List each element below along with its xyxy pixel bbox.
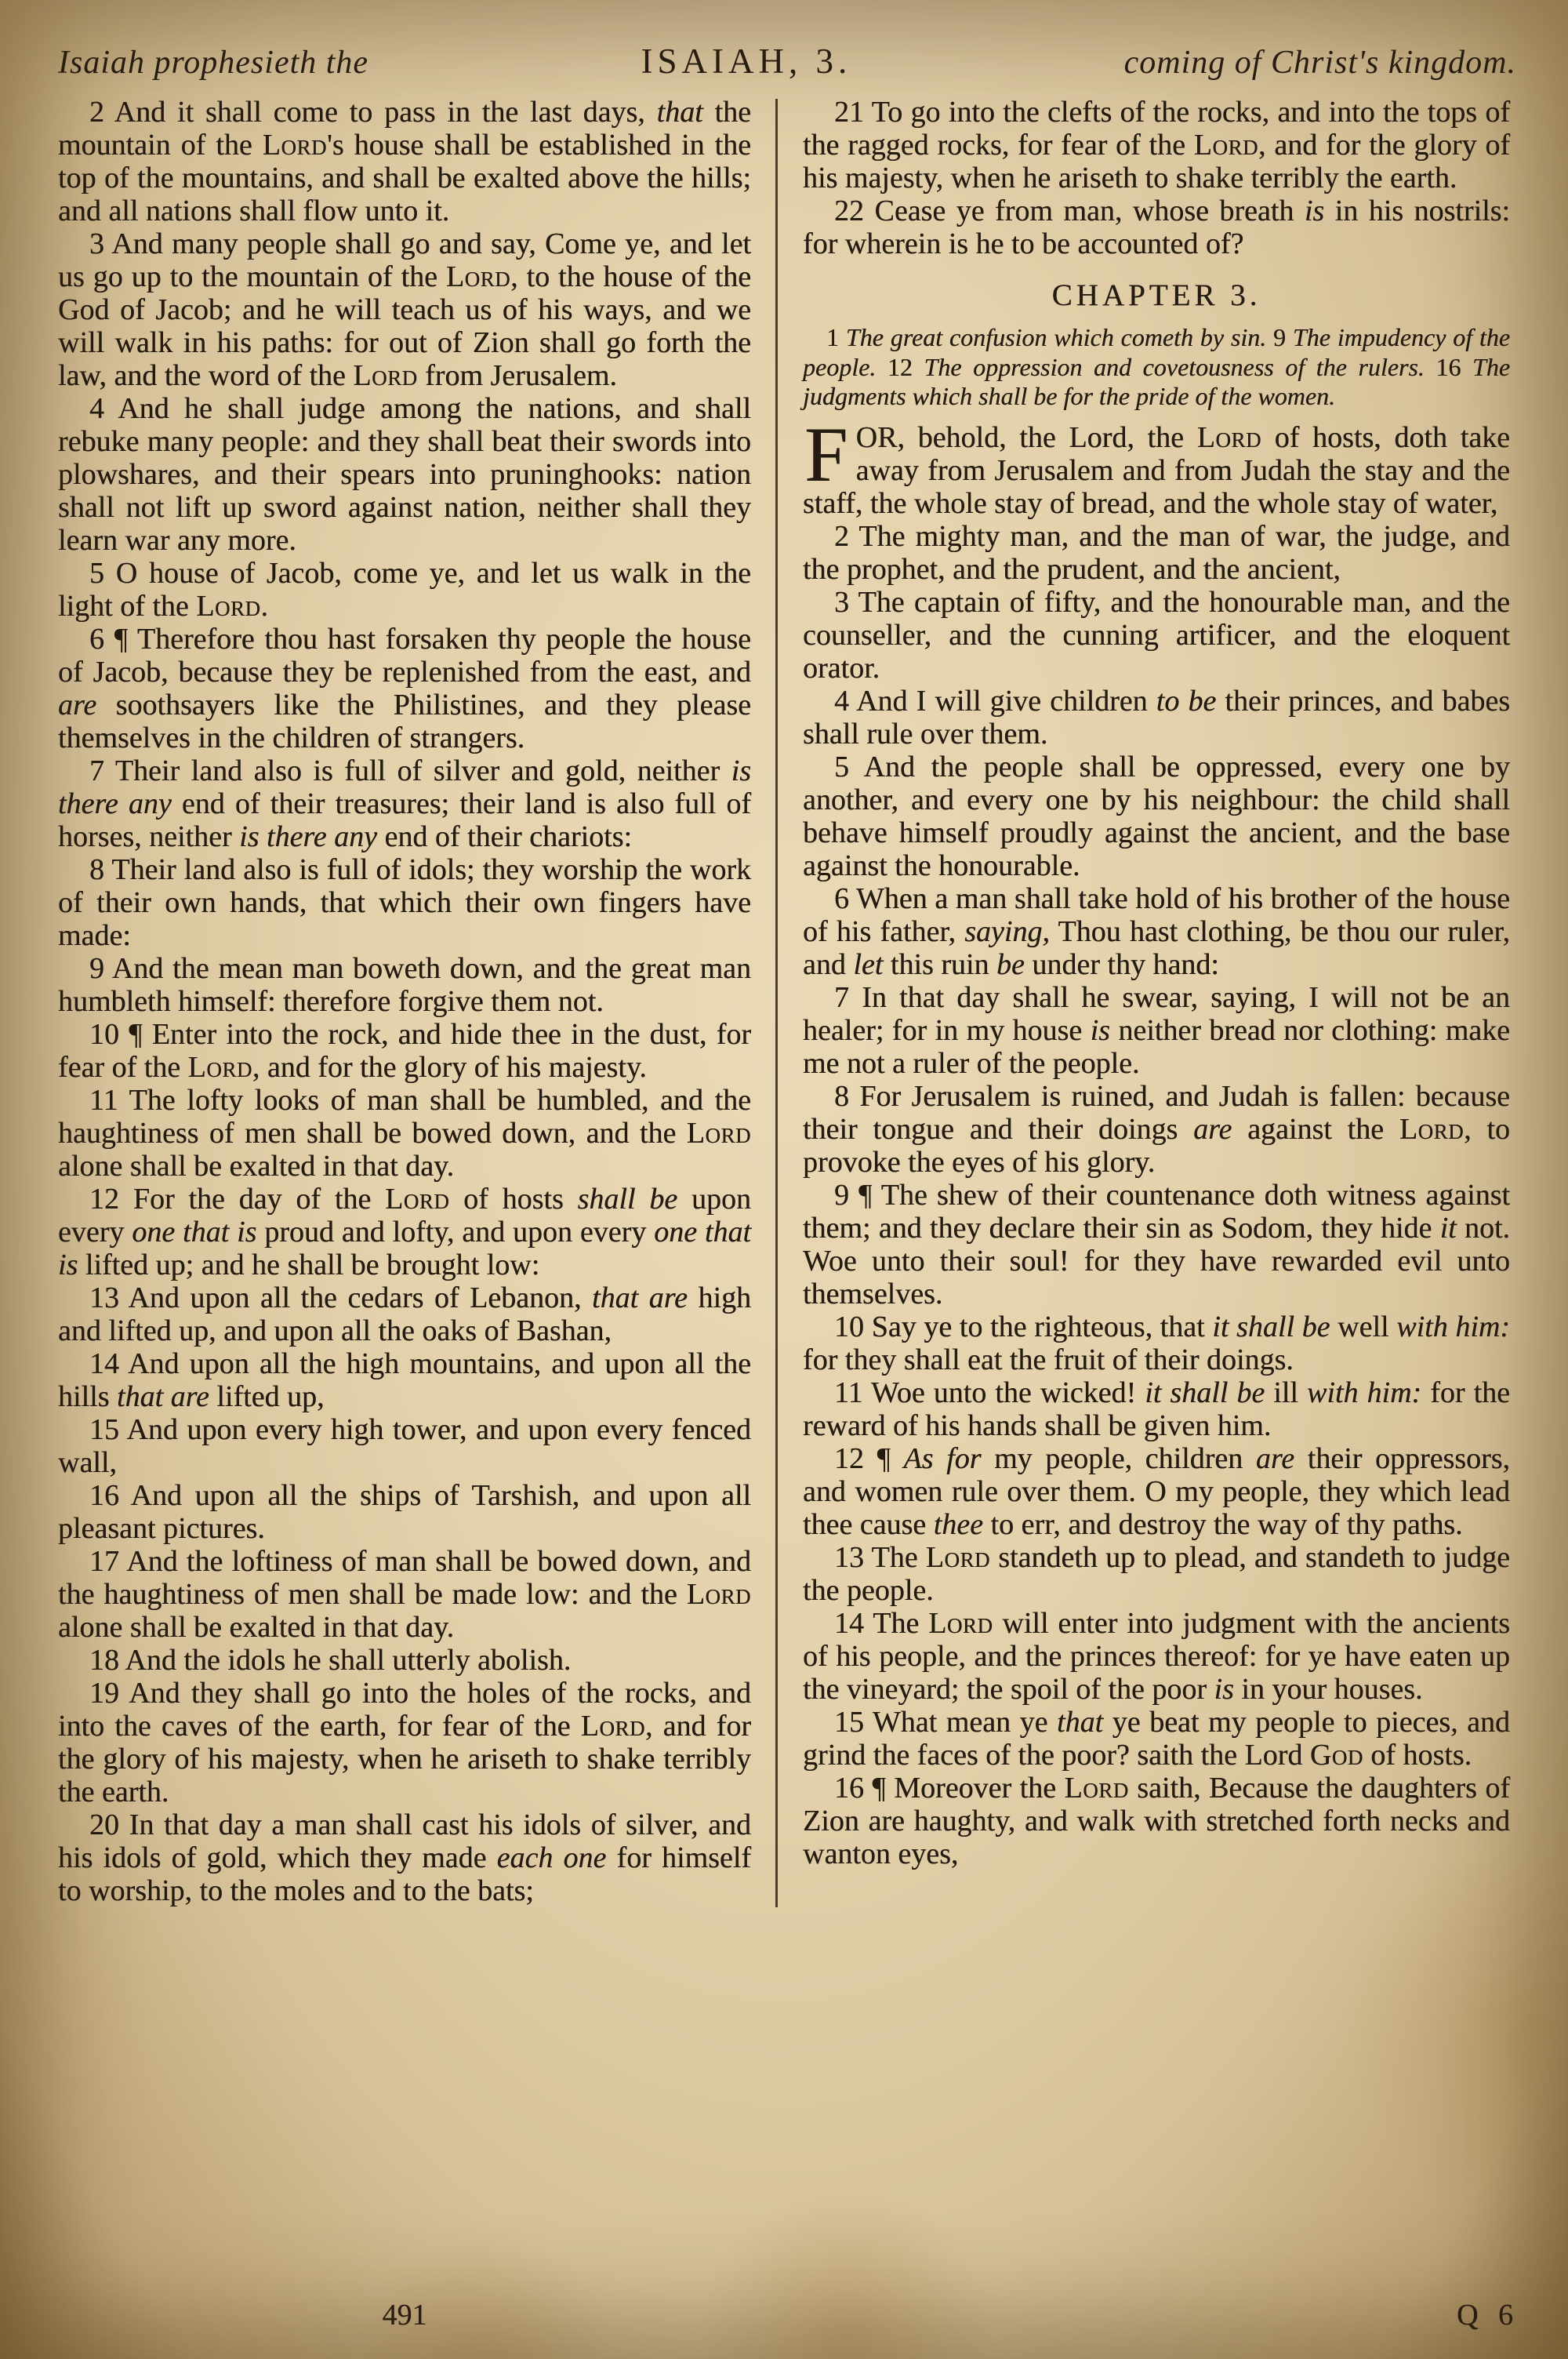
supplied-word-italic: thee — [933, 1507, 983, 1541]
verse-number: 22 — [834, 194, 864, 227]
verse: 11 The lofty looks of man shall be humbled, and the haughtiness of men shall be bowed down, and the Lord alone shall be exalted in that day. — [58, 1084, 751, 1183]
verse-number: 5 — [834, 750, 849, 783]
verse-number: 16 — [89, 1479, 119, 1512]
verse-number: 7 — [834, 980, 849, 1014]
supplied-word-italic: let — [853, 947, 884, 981]
verse: 7 Their land also is full of silver and gold, neither is there any end of their treasures; their land is also full of horses, neither is there any end of their chariots: — [58, 754, 751, 853]
pilcrow-mark: ¶ — [858, 1178, 873, 1212]
supplied-word-italic: it shall be — [1145, 1376, 1265, 1409]
verse: 17 And the loftiness of man shall be bowed down, and the haughtiness of men shall be made low: and the Lord alone shall be exalted in that day. — [58, 1545, 751, 1644]
supplied-word-italic: shall be — [577, 1183, 678, 1216]
verse: 8 Their land also is full of idols; they worship the work of their own hands, that which their own fingers have made: — [58, 853, 751, 952]
verse: 14 And upon all the high mountains, and upon all the hills that are lifted up, — [58, 1347, 751, 1413]
supplied-word-italic: each one — [496, 1841, 607, 1874]
verse: 9 And the mean man boweth down, and the great man humbleth himself: therefore forgive them not. — [58, 952, 751, 1018]
verse-number: 8 — [834, 1079, 849, 1113]
pilcrow-mark: ¶ — [129, 1018, 143, 1051]
verse-number: 8 — [89, 853, 104, 886]
verse: 7 In that day shall he swear, saying, I will not be an healer; for in my house is neither bread nor clothing: make me not a ruler of the people. — [803, 980, 1510, 1080]
left-column — [58, 96, 751, 1907]
verse-number: 13 — [834, 1540, 864, 1574]
supplied-word-italic: are — [58, 689, 97, 722]
verse: 10 Say ye to the righteous, that it shall be well with him: for they shall eat the fruit of their doings. — [803, 1310, 1510, 1376]
verse: 5 O house of Jacob, come ye, and let us walk in the light of the Lord. — [58, 557, 751, 623]
verse: 5 And the people shall be oppressed, every one by another, and every one by his neighbour: the child shall behave himself proudly against the ancient, and the base against the honourable. — [803, 750, 1510, 882]
divine-name-smallcaps: Lord — [196, 590, 261, 623]
verse-number: 2 — [834, 519, 849, 553]
verse: 13 The Lord standeth up to plead, and standeth to judge the people. — [803, 1540, 1510, 1607]
page-number: 491 — [382, 2299, 427, 2332]
verse-number: 9 — [834, 1178, 849, 1212]
supplied-word-italic: The great confusion which cometh by sin. — [845, 323, 1267, 351]
verse: 12 ¶ As for my people, children are their oppressors, and women rule over them. O my people, they which lead thee cause thee to err, and destroy the way of thy paths. — [803, 1441, 1510, 1541]
verse-number: 2 — [89, 96, 104, 129]
running-head-left: Isaiah prophesieth the — [58, 45, 369, 81]
chapter-summary: 1 The great confusion which cometh by sin. 9 The impudency of the people. 12 The oppression and covetousness of the rulers. 16 The judgments which shall be for the pride of the women. — [803, 323, 1511, 410]
divine-name-smallcaps: God — [1309, 1738, 1363, 1772]
verse: 15 What mean ye that ye beat my people to pieces, and grind the faces of the poor? saith the Lord God of hosts. — [803, 1705, 1510, 1772]
verse-number: 11 — [834, 1376, 863, 1409]
printer-signature: Q 6 — [1457, 2299, 1519, 2332]
verse: 15 And upon every high tower, and upon every fenced wall, — [58, 1413, 751, 1479]
verse-number: 10 — [89, 1018, 119, 1051]
supplied-word-italic: it shall be — [1212, 1310, 1330, 1343]
verse-number: 15 — [834, 1705, 864, 1739]
supplied-word-italic: with him: — [1396, 1310, 1510, 1343]
page-title: ISAIAH, 3. — [641, 42, 852, 81]
supplied-word-italic: is there any — [239, 820, 377, 853]
verse-number: 9 — [89, 952, 104, 985]
divine-name-smallcaps: Lord — [1193, 129, 1258, 162]
divine-name-smallcaps: Lord — [925, 1540, 990, 1574]
verse: 6 When a man shall take hold of his brother of the house of his father, saying, Thou hast clothing, be thou our ruler, and let this ruin be under thy hand: — [803, 881, 1510, 981]
verse: 11 Woe unto the wicked! it shall be ill with him: for the reward of his hands shall be given him. — [803, 1376, 1510, 1442]
verse: 21 To go into the clefts of the rocks, and into the tops of the ragged rocks, for fear of the Lord, and for the glory of his majesty, when he ariseth to shake terribly the earth. — [803, 96, 1511, 194]
chapter2-verses-continued — [803, 96, 1510, 260]
right-column — [803, 96, 1510, 1907]
verse: 6 ¶ Therefore thou hast forsaken thy people the house of Jacob, because they be replenished from the east, and are soothsayers like the Philistines, and they please themselves in the children of strangers. — [58, 623, 751, 754]
verse-number: 6 — [834, 881, 849, 915]
verse-number: 13 — [89, 1281, 119, 1314]
verse-number: 4 — [834, 684, 849, 718]
supplied-word-italic: are — [1193, 1112, 1232, 1146]
supplied-word-italic: it — [1439, 1211, 1457, 1245]
supplied-word-italic: that — [1057, 1705, 1104, 1739]
supplied-word-italic: The judgments which shall be for the pride of the women. — [803, 352, 1510, 410]
supplied-word-italic: one that is — [58, 1216, 752, 1281]
verse: 18 And the idols he shall utterly abolish. — [89, 1644, 572, 1677]
divine-name-smallcaps: Lord — [686, 1117, 751, 1150]
verse: 16 ¶ Moreover the Lord saith, Because the daughters of Zion are haughty, and walk with stretched forth necks and wanton eyes, — [803, 1771, 1510, 1870]
verse: 10 ¶ Enter into the rock, and hide thee in the dust, for fear of the Lord, and for the glory of his majesty. — [58, 1018, 752, 1084]
supplied-word-italic: to be — [1156, 684, 1217, 718]
divine-name-smallcaps: Lord — [385, 1183, 450, 1216]
supplied-word-italic: The impudency of the people. — [803, 323, 1511, 381]
drop-cap: F — [804, 410, 848, 498]
verse-number: 3 — [89, 227, 104, 260]
divine-name-smallcaps: Lord — [580, 1710, 645, 1743]
verse-number: 7 — [89, 754, 104, 787]
verse-number: 16 — [834, 1771, 864, 1805]
supplied-word-italic: that — [656, 96, 703, 129]
verse: 20 In that day a man shall cast his idols of silver, and his idols of gold, which they made each one for himself to worship, to the moles and to the bats; — [58, 1808, 751, 1907]
supplied-word-italic: one that is — [132, 1216, 257, 1249]
verse-number: 11 — [89, 1084, 118, 1117]
chapter3-verses — [803, 410, 1510, 1870]
running-head-right: coming of Christ's kingdom. — [1123, 45, 1516, 81]
supplied-word-italic: that are — [116, 1380, 209, 1413]
supplied-word-italic: is — [1304, 194, 1325, 227]
verse: 9 ¶ The shew of their countenance doth witness against them; and they declare their sin as Sodom, they hide it not. Woe unto their soul! for they have rewarded evil unto themselves. — [803, 1178, 1510, 1310]
supplied-word-italic: be — [996, 947, 1025, 981]
supplied-word-italic: is — [1090, 1013, 1110, 1047]
pilcrow-mark: ¶ — [114, 623, 128, 656]
verse-number: 5 — [89, 557, 104, 590]
verse-number: 4 — [89, 392, 104, 425]
divine-name-smallcaps: Lord — [1064, 1771, 1129, 1805]
divine-name-smallcaps: Lord — [1196, 420, 1261, 454]
verse-number: 14 — [834, 1606, 864, 1640]
verse: 4 And he shall judge among the nations, and shall rebuke many people: and they shall beat their swords into plowshares, and their spears into pruninghooks: nation shall not lift up sword against nation, neither shall they learn war any more. — [58, 392, 751, 557]
verse: FOR, behold, the Lord, the Lord of hosts, doth take away from Jerusalem and from Judah the stay and the staff, the whole stay of bread, and the whole stay of water, — [803, 410, 1510, 520]
verse: 16 And upon all the ships of Tarshish, and upon all pleasant pictures. — [58, 1479, 751, 1545]
supplied-word-italic: is there any — [58, 754, 751, 820]
verse-number: 20 — [89, 1808, 119, 1841]
verse-number: 15 — [89, 1413, 119, 1446]
pilcrow-mark: ¶ — [872, 1771, 886, 1805]
verse: 8 For Jerusalem is ruined, and Judah is fallen: because their tongue and their doings are against the Lord, to provoke the eyes of his glory. — [803, 1079, 1510, 1179]
divine-name-smallcaps: Lord — [445, 260, 511, 293]
two-column-text-block — [0, 82, 1568, 1907]
column-rule — [775, 99, 778, 1907]
verse-number: 21 — [834, 96, 864, 129]
verse: 3 And many people shall go and say, Come ye, and let us go up to the mountain of the Lord, to the house of the God of Jacob; and he will teach us of his ways, and we will walk in his paths: for out of Zion shall go forth the law, and the word of the Lord from Jerusalem. — [58, 227, 752, 392]
supplied-word-italic: As for — [903, 1441, 982, 1475]
verse: 4 And I will give children to be their princes, and babes shall rule over them. — [803, 684, 1510, 751]
verse-number: 6 — [89, 623, 104, 656]
supplied-word-italic: saying, — [964, 914, 1050, 948]
page-footer — [58, 2298, 1519, 2332]
supplied-word-italic: that are — [592, 1281, 688, 1314]
verse: 13 And upon all the cedars of Lebanon, that are high and lifted up, and upon all the oaks of Bashan, — [58, 1281, 752, 1347]
divine-name-smallcaps: Lord — [353, 359, 418, 392]
verse: 3 The captain of fifty, and the honourable man, and the counseller, and the cunning artificer, and the eloquent orator. — [803, 585, 1510, 685]
chapter-heading: CHAPTER 3. — [1051, 278, 1261, 312]
verse-number: 12 — [89, 1183, 119, 1216]
supplied-word-italic: are — [1255, 1441, 1295, 1475]
supplied-word-italic: with him: — [1306, 1376, 1422, 1409]
supplied-word-italic: The oppression and covetousness of the rulers. — [924, 352, 1425, 381]
verse-number: 17 — [89, 1545, 119, 1578]
running-header — [0, 0, 1568, 82]
verse-number: 14 — [89, 1347, 119, 1380]
pilcrow-mark: ¶ — [877, 1441, 891, 1475]
verse: 14 The Lord will enter into judgment with the ancients of his people, and the princes thereof: for ye have eaten up the vineyard; the spoil of the poor is in your houses. — [803, 1606, 1510, 1706]
verse-number: 18 — [89, 1644, 119, 1677]
divine-name-smallcaps: Lord — [1399, 1112, 1465, 1146]
divine-name-smallcaps: Lord — [686, 1578, 751, 1611]
divine-name-smallcaps: Lord — [187, 1051, 252, 1084]
verse-number: 10 — [834, 1310, 864, 1343]
divine-name-smallcaps: Lord — [928, 1606, 993, 1640]
supplied-word-italic: is — [1214, 1672, 1234, 1706]
verse: 2 And it shall come to pass in the last days, that the mountain of the Lord's house shall be established in the top of the mountains, and shall be exalted above the hills; and all nations shall flow unto it. — [58, 96, 751, 227]
verse-number: 3 — [834, 585, 849, 619]
verse-number: 19 — [89, 1677, 119, 1710]
verse: 12 For the day of the Lord of hosts shall be upon every one that is proud and lofty, and upon every one that is lifted up; and he shall be brought low: — [58, 1183, 752, 1281]
divine-name-smallcaps: Lord — [262, 129, 327, 162]
verse: 22 Cease ye from man, whose breath is in his nostrils: for wherein is he to be accounted of? — [803, 194, 1510, 260]
verse: 2 The mighty man, and the man of war, the judge, and the prophet, and the prudent, and the ancient, — [803, 519, 1510, 586]
verse: 19 And they shall go into the holes of the rocks, and into the caves of the earth, for fear of the Lord, and for the glory of his majesty, when he ariseth to shake terribly the earth. — [58, 1677, 751, 1808]
verse-number: 12 — [834, 1441, 864, 1475]
